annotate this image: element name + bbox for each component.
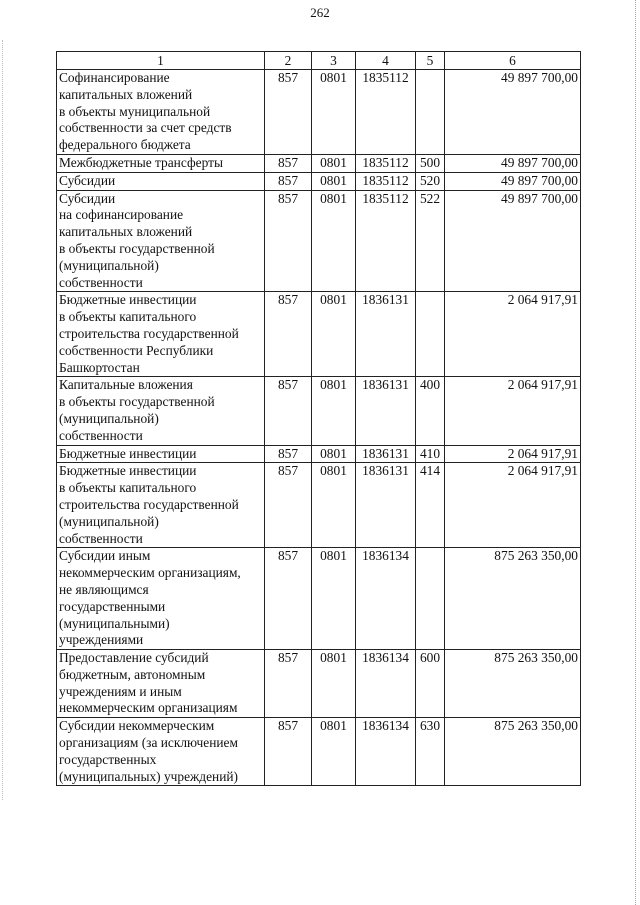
row-code3-cell: 0801	[312, 718, 356, 786]
row-code2-cell: 857	[265, 172, 312, 190]
row-name-cell: Предоставление субсидий бюджетным, автономным учреждениям и иным некоммерческим организациям	[57, 650, 265, 718]
row-name-cell: Субсидии	[57, 172, 265, 190]
table-row	[57, 154, 581, 172]
row-code4-cell: 1835112	[356, 154, 416, 172]
header-col-4: 4	[356, 52, 416, 70]
row-code2-cell: 857	[265, 190, 312, 292]
row-code2-cell: 857	[265, 548, 312, 650]
table-row	[57, 445, 581, 463]
header-col-6: 6	[445, 52, 581, 70]
row-code3-cell: 0801	[312, 292, 356, 377]
row-code4-cell: 1835112	[356, 70, 416, 155]
table-row	[57, 718, 581, 786]
table-row	[57, 463, 581, 548]
row-code3-cell: 0801	[312, 190, 356, 292]
row-amount-cell: 2 064 917,91	[445, 463, 581, 548]
table-row	[57, 650, 581, 718]
row-code2-cell: 857	[265, 445, 312, 463]
scan-edge-right	[635, 0, 637, 905]
row-code3-cell: 0801	[312, 548, 356, 650]
row-code2-cell: 857	[265, 463, 312, 548]
row-amount-cell: 875 263 350,00	[445, 718, 581, 786]
row-amount-cell: 875 263 350,00	[445, 548, 581, 650]
row-code5-cell: 414	[416, 463, 445, 548]
row-code5-cell: 400	[416, 377, 445, 445]
row-code4-cell: 1836131	[356, 445, 416, 463]
row-code3-cell: 0801	[312, 154, 356, 172]
row-code4-cell: 1836134	[356, 548, 416, 650]
scan-edge-left	[2, 40, 4, 800]
row-code4-cell: 1836131	[356, 377, 416, 445]
row-code5-cell: 522	[416, 190, 445, 292]
table-row	[57, 377, 581, 445]
row-code4-cell: 1835112	[356, 172, 416, 190]
table-row	[57, 548, 581, 650]
table-row	[57, 292, 581, 377]
table-header-row	[57, 52, 581, 70]
row-name-cell: Бюджетные инвестиции	[57, 445, 265, 463]
row-code5-cell: 520	[416, 172, 445, 190]
row-code4-cell: 1836131	[356, 463, 416, 548]
row-code2-cell: 857	[265, 718, 312, 786]
row-code5-cell	[416, 70, 445, 155]
budget-table	[56, 51, 581, 786]
row-name-cell: Бюджетные инвестиции в объекты капитального строительства государственной (муниципальной) собственности	[57, 463, 265, 548]
header-col-3: 3	[312, 52, 356, 70]
header-col-1: 1	[57, 52, 265, 70]
row-amount-cell: 2 064 917,91	[445, 377, 581, 445]
row-code4-cell: 1835112	[356, 190, 416, 292]
row-code4-cell: 1836134	[356, 650, 416, 718]
row-code2-cell: 857	[265, 70, 312, 155]
header-col-5: 5	[416, 52, 445, 70]
row-code3-cell: 0801	[312, 445, 356, 463]
row-name-cell: Бюджетные инвестиции в объекты капитального строительства государственной собственности Республики Башкортостан	[57, 292, 265, 377]
row-code5-cell: 630	[416, 718, 445, 786]
row-code4-cell: 1836134	[356, 718, 416, 786]
row-name-cell: Субсидии некоммерческим организациям (за исключением государственных (муниципальных) учреждений)	[57, 718, 265, 786]
row-amount-cell: 49 897 700,00	[445, 172, 581, 190]
row-amount-cell: 875 263 350,00	[445, 650, 581, 718]
row-amount-cell: 49 897 700,00	[445, 190, 581, 292]
row-amount-cell: 2 064 917,91	[445, 445, 581, 463]
row-name-cell: Межбюджетные трансферты	[57, 154, 265, 172]
row-code5-cell	[416, 292, 445, 377]
row-code5-cell	[416, 548, 445, 650]
row-code4-cell: 1836131	[356, 292, 416, 377]
row-name-cell: Субсидии иным некоммерческим организациям, не являющимся государственными (муниципальными) учреждениями	[57, 548, 265, 650]
row-name-cell: Софинансирование капитальных вложений в объекты муниципальной собственности за счет средств федерального бюджета	[57, 70, 265, 155]
row-code5-cell: 410	[416, 445, 445, 463]
row-code3-cell: 0801	[312, 172, 356, 190]
row-amount-cell: 49 897 700,00	[445, 70, 581, 155]
row-amount-cell: 2 064 917,91	[445, 292, 581, 377]
table-row	[57, 172, 581, 190]
row-code3-cell: 0801	[312, 70, 356, 155]
row-name-cell: Капитальные вложения в объекты государственной (муниципальной) собственности	[57, 377, 265, 445]
table-body	[57, 70, 581, 786]
row-name-cell: Субсидии на софинансирование капитальных вложений в объекты государственной (муниципальной) собственности	[57, 190, 265, 292]
row-code2-cell: 857	[265, 292, 312, 377]
row-code2-cell: 857	[265, 154, 312, 172]
row-code5-cell: 600	[416, 650, 445, 718]
row-code3-cell: 0801	[312, 650, 356, 718]
row-code3-cell: 0801	[312, 463, 356, 548]
row-code2-cell: 857	[265, 377, 312, 445]
table-row	[57, 70, 581, 155]
header-col-2: 2	[265, 52, 312, 70]
page-number: 262	[310, 5, 330, 20]
row-code2-cell: 857	[265, 650, 312, 718]
row-code5-cell: 500	[416, 154, 445, 172]
row-amount-cell: 49 897 700,00	[445, 154, 581, 172]
table-row	[57, 190, 581, 292]
row-code3-cell: 0801	[312, 377, 356, 445]
